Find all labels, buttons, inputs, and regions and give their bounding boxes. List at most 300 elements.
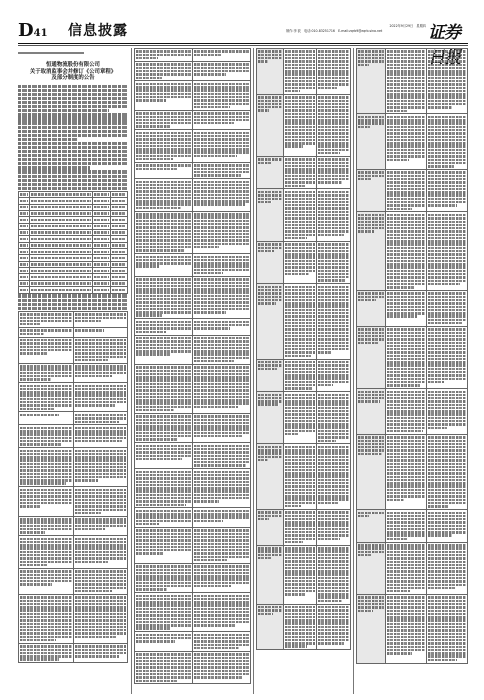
text-line: [428, 139, 466, 141]
text-line: [285, 227, 316, 229]
text-line: [112, 289, 126, 291]
text-line: [194, 604, 249, 606]
table-cell: [427, 542, 468, 594]
text-line: [358, 224, 384, 226]
text-line: [136, 220, 191, 222]
text-line: [428, 580, 466, 582]
text-line: [194, 432, 249, 434]
text-line: [318, 351, 331, 353]
text-line: [136, 680, 178, 682]
table-row: [135, 508, 251, 527]
text-line: [387, 328, 425, 330]
text-line: [318, 613, 349, 615]
text-line: [258, 452, 282, 454]
table-cell: [386, 114, 427, 170]
text-line: [318, 227, 349, 229]
text-line: [428, 64, 466, 66]
table-row: [135, 130, 251, 163]
text-line: [285, 142, 316, 144]
text-line: [387, 410, 425, 412]
table-row: [135, 179, 251, 212]
table-row: [19, 568, 128, 594]
table-cell: [193, 527, 251, 563]
text-line: [285, 57, 316, 59]
table-cell: [317, 189, 351, 241]
text-line: [318, 168, 349, 170]
text-line: [194, 171, 249, 173]
text-line: [318, 400, 349, 402]
text-line: [20, 600, 72, 602]
text-line: [75, 606, 127, 608]
text-line: [20, 499, 72, 501]
text-line: [194, 230, 249, 232]
text-line: [194, 379, 249, 381]
text-line: [428, 639, 466, 641]
text-line: [194, 582, 249, 584]
text-line: [318, 407, 349, 409]
table-cell: [386, 170, 427, 212]
text-line: [428, 155, 466, 157]
text-line: [285, 260, 316, 262]
text-line: [285, 374, 316, 376]
text-line: [318, 126, 349, 128]
text-line: [318, 139, 349, 141]
text-line: [136, 666, 191, 668]
text-line: [258, 397, 282, 399]
text-line: [428, 217, 466, 219]
text-line: [387, 208, 412, 210]
text-line: [285, 495, 316, 497]
text-line: [75, 342, 127, 344]
text-line: [20, 538, 72, 540]
text-line: [194, 89, 249, 91]
text-line: [285, 580, 316, 582]
text-line: [428, 423, 466, 425]
text-line: [194, 559, 227, 561]
text-line: [318, 122, 349, 124]
text-line: [20, 616, 72, 618]
table-cell: [93, 287, 110, 293]
table-cell: [257, 284, 284, 359]
text-line: [18, 166, 90, 169]
text-line: [387, 633, 425, 635]
text-line: [358, 394, 384, 396]
text-line: [136, 510, 191, 512]
comparison-table: [134, 48, 251, 684]
text-line: [285, 361, 316, 363]
text-line: [387, 139, 425, 141]
text-line: [387, 584, 425, 586]
text-line: [285, 145, 303, 147]
text-line: [387, 531, 425, 533]
text-line: [318, 221, 349, 223]
text-line: [318, 145, 349, 147]
text-line: [258, 511, 282, 513]
text-line: [428, 342, 466, 344]
text-line: [387, 551, 425, 553]
text-line: [358, 440, 384, 442]
text-line: [285, 587, 316, 589]
text-line: [136, 50, 191, 52]
text-line: [428, 603, 466, 605]
text-line: [194, 419, 249, 421]
text-line: [387, 345, 425, 347]
text-line: [285, 622, 316, 624]
text-line: [318, 524, 349, 526]
text-line: [136, 477, 191, 479]
text-line: [428, 345, 466, 347]
text-line: [258, 201, 272, 203]
text-line: [318, 247, 349, 249]
text-line: [136, 438, 178, 440]
text-line: [318, 619, 349, 621]
text-line: [318, 567, 349, 569]
table-cell: [19, 287, 30, 293]
text-line: [194, 200, 249, 202]
text-line: [136, 99, 166, 101]
text-line: [387, 642, 425, 644]
text-line: [387, 564, 425, 566]
text-line: [20, 404, 72, 406]
text-line: [18, 109, 109, 112]
text-line: [387, 489, 425, 491]
table-row: [357, 291, 468, 327]
text-line: [194, 376, 249, 378]
text-line: [428, 610, 466, 612]
text-line: [285, 417, 316, 419]
text-line: [387, 83, 425, 85]
text-line: [387, 247, 425, 249]
text-line: [136, 494, 191, 496]
text-line: [258, 247, 282, 249]
text-line: [75, 469, 127, 471]
text-line: [194, 598, 249, 600]
text-line: [318, 129, 349, 131]
text-line: [94, 238, 108, 240]
table-cell: [317, 359, 351, 392]
text-line: [75, 391, 127, 393]
text-line: [194, 259, 249, 261]
text-line: [136, 373, 191, 375]
text-line: [75, 541, 127, 543]
table-cell: [19, 311, 74, 327]
text-line: [194, 520, 223, 522]
text-line: [428, 394, 466, 396]
table-cell: [135, 364, 193, 413]
text-line: [258, 446, 282, 448]
text-line: [387, 283, 425, 285]
text-line: [20, 649, 72, 651]
table-cell: [357, 326, 386, 388]
text-line: [387, 315, 417, 317]
table-cell: [386, 326, 427, 388]
text-line: [428, 623, 466, 625]
table-row: [257, 359, 351, 392]
text-line: [428, 472, 466, 474]
text-line: [318, 469, 349, 471]
table-row: [135, 527, 251, 563]
text-line: [318, 587, 349, 589]
text-line: [428, 407, 466, 409]
text-line: [285, 613, 316, 615]
text-line: [318, 158, 349, 160]
text-line: [136, 285, 191, 287]
text-line: [136, 148, 191, 150]
text-line: [285, 243, 316, 245]
text-line: [428, 633, 466, 635]
text-line: [20, 329, 72, 331]
text-line: [18, 89, 128, 92]
text-line: [318, 214, 349, 216]
text-line: [428, 247, 466, 249]
text-line: [285, 207, 316, 209]
text-line: [75, 372, 127, 374]
text-line: [428, 100, 466, 102]
table-cell: [193, 593, 251, 632]
text-line: [258, 60, 268, 62]
table-row: [135, 593, 251, 632]
text-line: [18, 162, 128, 165]
text-line: [285, 299, 316, 301]
text-line: [318, 194, 349, 196]
text-line: [387, 629, 425, 631]
text-line: [20, 365, 72, 367]
text-line: [285, 237, 307, 239]
table-row: [257, 156, 351, 189]
text-line: [285, 136, 316, 138]
text-line: [387, 309, 425, 311]
text-line: [194, 578, 249, 580]
text-line: [387, 106, 425, 108]
text-line: [318, 152, 339, 154]
text-line: [387, 590, 409, 592]
text-line: [94, 282, 108, 284]
table-row: [357, 326, 468, 388]
text-line: [428, 194, 466, 196]
table-cell: [257, 604, 284, 650]
table-row: [357, 114, 468, 170]
title-line-2: 关于取消监事会并修订《公司章程》: [29, 68, 117, 75]
text-line: [20, 206, 28, 208]
announcement-codes: [18, 52, 128, 54]
table-cell: [193, 179, 251, 212]
text-line: [136, 396, 191, 398]
text-line: [75, 492, 127, 494]
text-line: [428, 201, 466, 203]
text-line: [75, 587, 127, 589]
table-cell: [73, 487, 128, 516]
text-line: [18, 175, 128, 178]
text-line: [31, 200, 92, 202]
text-line: [318, 256, 349, 258]
table-cell: [193, 335, 251, 364]
text-line: [194, 112, 249, 114]
table-cell: [257, 392, 284, 444]
table-cell: [19, 536, 74, 569]
text-line: [387, 64, 425, 66]
text-line: [20, 531, 45, 533]
column-divider: [131, 48, 132, 694]
text-line: [285, 103, 316, 105]
text-line: [285, 371, 316, 373]
text-line: [136, 305, 191, 307]
text-line: [194, 190, 249, 192]
text-line: [75, 450, 127, 452]
comparison-table-column-1: [134, 48, 251, 694]
table-cell: [193, 364, 251, 413]
text-line: [94, 270, 108, 272]
text-line: [285, 319, 316, 321]
text-line: [285, 70, 316, 72]
table-cell: [283, 241, 317, 283]
text-line: [258, 191, 282, 193]
text-line: [318, 299, 349, 301]
text-line: [285, 547, 316, 549]
text-line: [428, 502, 466, 504]
text-line: [428, 221, 466, 223]
text-line: [387, 472, 425, 474]
text-line: [285, 90, 301, 92]
text-line: [387, 234, 425, 236]
text-line: [318, 162, 349, 164]
text-line: [428, 413, 466, 415]
text-line: [318, 96, 349, 98]
text-line: [20, 541, 72, 543]
text-line: [387, 391, 425, 393]
text-line: [20, 443, 62, 445]
text-line: [20, 489, 72, 491]
table-cell: [283, 545, 317, 604]
text-line: [285, 348, 316, 350]
text-line: [358, 400, 380, 402]
text-line: [387, 600, 425, 602]
text-line: [428, 93, 466, 95]
text-line: [428, 335, 466, 337]
text-line: [136, 621, 191, 623]
text-line: [18, 97, 128, 100]
text-line: [258, 50, 282, 52]
text-line: [20, 459, 72, 461]
text-line: [112, 270, 126, 272]
text-line: [18, 101, 128, 104]
section-title: 信息披露: [68, 23, 128, 39]
text-line: [318, 54, 349, 56]
text-line: [194, 93, 249, 95]
table-cell: [193, 276, 251, 318]
text-line: [194, 673, 249, 675]
text-line: [75, 499, 127, 501]
text-line: [285, 230, 316, 232]
text-line: [318, 322, 349, 324]
text-line: [75, 440, 123, 442]
text-line: [194, 99, 249, 101]
text-line: [318, 580, 349, 582]
text-line: [285, 250, 316, 252]
text-line: [285, 590, 316, 592]
table-cell: [19, 412, 74, 425]
text-line: [285, 452, 316, 454]
text-line: [194, 510, 249, 512]
text-line: [136, 230, 191, 232]
text-line: [285, 113, 316, 115]
text-line: [258, 361, 282, 363]
text-line: [387, 302, 425, 304]
table-cell: [19, 487, 74, 516]
text-line: [428, 629, 466, 631]
text-line: [318, 456, 349, 458]
text-line: [428, 175, 466, 177]
text-line: [136, 660, 191, 662]
text-line: [318, 273, 349, 275]
table-row: [19, 425, 128, 448]
table-cell: [73, 383, 128, 412]
table-row: [257, 284, 351, 359]
text-line: [136, 282, 191, 284]
text-line: [136, 402, 191, 404]
text-line: [318, 211, 349, 213]
text-line: [428, 368, 466, 370]
text-line: [194, 464, 246, 466]
page-digits: 41: [33, 28, 48, 39]
text-line: [387, 338, 425, 340]
text-line: [285, 606, 316, 608]
text-line: [428, 547, 466, 549]
text-line: [136, 425, 191, 427]
text-line: [387, 122, 425, 124]
text-line: [112, 238, 126, 240]
text-line: [258, 194, 282, 196]
text-line: [75, 649, 127, 651]
text-line: [387, 427, 425, 429]
text-line: [387, 459, 425, 461]
text-line: [318, 521, 349, 523]
text-line: [136, 481, 191, 483]
text-line: [428, 515, 466, 517]
table-cell: [193, 211, 251, 253]
text-line: [94, 263, 108, 265]
text-line: [387, 50, 425, 52]
text-line: [194, 477, 249, 479]
table-row: [257, 94, 351, 156]
text-line: [194, 337, 249, 339]
text-line: [136, 428, 191, 430]
text-line: [194, 96, 249, 98]
table-cell: [19, 363, 74, 382]
text-line: [20, 289, 28, 291]
text-line: [387, 521, 425, 523]
text-line: [428, 584, 466, 586]
text-line: [258, 289, 282, 291]
text-line: [194, 670, 249, 672]
table-cell: [135, 254, 193, 277]
text-line: [387, 436, 425, 438]
company-name: 恒通物流股份有限公司: [46, 62, 100, 68]
text-line: [194, 647, 239, 649]
text-line: [387, 221, 425, 223]
text-line: [194, 54, 222, 56]
text-line: [75, 453, 127, 455]
text-line: [136, 96, 191, 98]
text-line: [387, 453, 425, 455]
text-line: [387, 355, 425, 357]
text-line: [318, 345, 349, 347]
text-line: [318, 67, 349, 69]
text-line: [318, 260, 349, 262]
text-line: [318, 403, 349, 405]
text-line: [428, 77, 466, 79]
text-line: [318, 109, 349, 111]
text-line: [20, 450, 72, 452]
